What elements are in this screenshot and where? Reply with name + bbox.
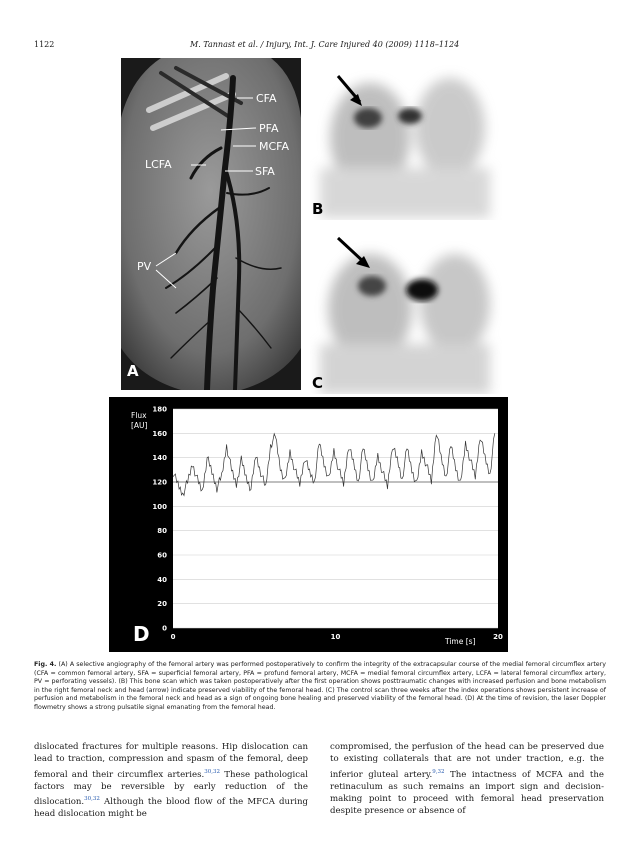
- y-tick-label: 80: [157, 527, 167, 536]
- label-pfa: PFA: [259, 122, 279, 135]
- x-axis-label: Time [s]: [445, 637, 476, 646]
- y-tick-label: 20: [157, 600, 167, 609]
- body-text: compromised, the perfusion of the head can be preserved due to existing collaterals that are not under traction, e.g. the inferior gluteal artery.: [330, 742, 604, 780]
- label-lcfa: LCFA: [145, 158, 172, 171]
- figure-caption: [34, 661, 606, 713]
- body-text: dislocated fractures for multiple reasons. Hip dislocation can lead to traction, compression and spasm of the femoral, deep femoral and their circumflex arteries.: [34, 742, 308, 780]
- label-pv: PV: [137, 260, 152, 273]
- citation-ref[interactable]: 9,32: [432, 768, 445, 775]
- body-text: The intactness of MCFA and the retinaculum as such remains an import sign and decision-making point to proceed with femoral head preservation despite presence or absence of: [330, 769, 604, 817]
- body-column-left: [34, 741, 308, 821]
- y-tick-label: 60: [157, 551, 167, 560]
- y-tick-label: 120: [152, 478, 167, 487]
- y-axis-label-line1: Flux: [131, 411, 147, 420]
- y-axis-label-line2: [AU]: [131, 421, 148, 430]
- body-text: These pathological factors may be reversible by early reduction of the dislocation.: [34, 769, 308, 807]
- figure-panel-a-angiography: [121, 58, 301, 390]
- label-mcfa: MCFA: [259, 140, 290, 153]
- citation-ref[interactable]: 30,32: [84, 796, 100, 803]
- y-tick-label: 180: [152, 405, 167, 414]
- panel-letter-a: A: [127, 362, 139, 380]
- caption-fig-label: Fig. 4.: [34, 661, 57, 668]
- y-tick-label: 140: [152, 454, 167, 463]
- figure-panel-b-bone-scan: [310, 58, 502, 220]
- citation-ref[interactable]: 30,32: [204, 768, 221, 775]
- x-tick-label: 0: [170, 633, 176, 641]
- body-column-right: [330, 741, 604, 818]
- label-sfa: SFA: [255, 165, 275, 178]
- running-header-citation: M. Tannast et al. / Injury, Int. J. Care Injured 40 (2009) 1118–1124: [190, 40, 460, 49]
- panel-letter-d: D: [133, 622, 150, 646]
- plot-area: [173, 409, 498, 628]
- page-number: 1122: [34, 40, 55, 49]
- label-cfa: CFA: [256, 92, 277, 105]
- panel-letter-c: C: [312, 374, 324, 392]
- y-tick-label: 40: [157, 575, 167, 584]
- y-tick-label: 100: [152, 502, 167, 511]
- caption-text: (A) A selective angiography of the femoral artery was performed postoperatively to confirm the integrity of the extracapsular course of the medial femoral circumflex artery (CFA = common femoral artery, SFA = superficial femoral artery, PFA = profund femoral artery, MCFA = medial femoral circumflex artery, LCFA = lateral femoral circumflex artery, PV = perforating vessels). (B) This bone scan which was taken postoperatively after the first operation shows posttraumatic changes with increased perfusion and bone metabolism in the right femoral neck and head (arrow) indicate preserved viability of the femoral head. (C) The control scan three weeks after the index operations shows persistent increase of perfusion and metabolism in the femoral neck and head as a sign of ongoing bone healing and preserved viability of the femoral head. (D) At the time of revision, the laser Doppler flowmetry shows a strong pulsatile signal emanating from the femoral head.: [34, 661, 606, 711]
- y-tick-label: 160: [152, 429, 167, 438]
- figure-panel-d-flux-chart: [109, 397, 508, 652]
- body-text: Although the blood flow of the MFCA during head dislocation might be: [34, 796, 308, 820]
- y-tick-label: 0: [162, 624, 167, 633]
- x-tick-label: 10: [330, 633, 341, 641]
- x-tick-label: 20: [493, 633, 503, 641]
- panel-letter-b: B: [312, 200, 324, 218]
- figure-panel-c-control-scan: [310, 224, 502, 394]
